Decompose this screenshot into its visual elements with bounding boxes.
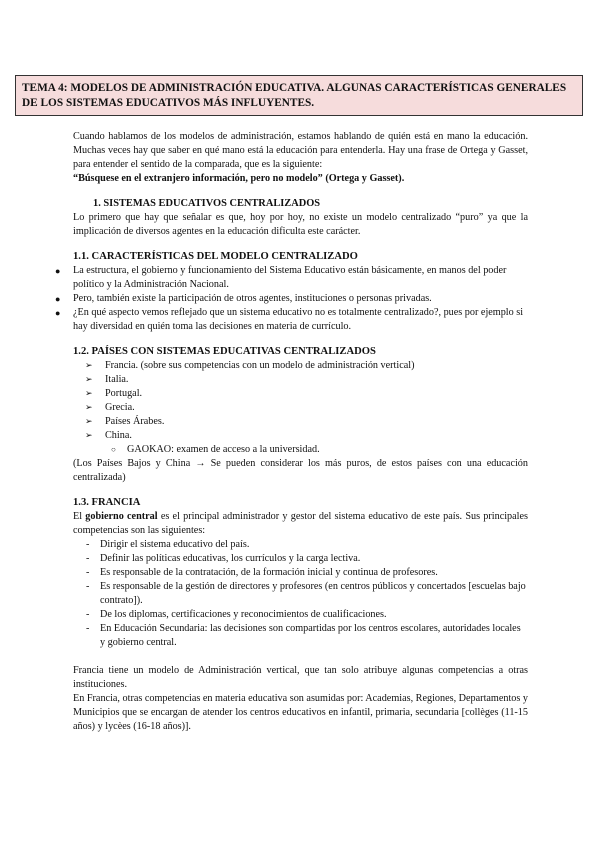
france-lead: El gobierno central es el principal administrador y gestor del sistema educativo de este país. Sus principales competencias son las siguientes: [73,511,528,536]
france-paragraph-2: En Francia, otras competencias en materia educativa son asumidas por: Academias, Regiones, Departamentos y Municipios que se encargan de atender los centros educativos en infantil, primaria, secundaria [collèges (11-15 años) y lycèes (16-18 años)]. [73,693,528,732]
arrow-bullet-icon: ➢ [85,375,93,385]
list-item: ➢ Grecia. [85,402,135,413]
bold-term: gobierno central [85,511,158,522]
list-item: ➢ Países Árabes. [85,416,165,427]
list-item: ● ¿En qué aspecto vemos reflejado que un sistema educativo no es totalmente centralizado?, pues por ejemplo si hay diversidad en quién toma las decisiones en materia de currículo. [55,307,524,332]
arrow-bullet-icon: ➢ [85,417,93,427]
circle-bullet-icon: ○ [111,445,116,454]
list-item: - En Educación Secundaria: las decisiones son compartidas por los centros escolares, autoridades locales y gobierno central. [86,623,521,648]
list-item: - De los diplomas, certificaciones y reconocimientos de cualificaciones. [86,609,387,620]
intro-quote: “Búsquese en el extranjero información, pero no modelo” (Ortega y Gasset). [73,173,405,184]
list-item: ● La estructura, el gobierno y funcionamiento del Sistema Educativo están básicamente, en manos del poder político y la Administración Nacional. [55,265,507,290]
list-item: - Es responsable de la gestión de directores y profesores (en centros públicos y concertados [escuelas bajo contrato]). [86,581,526,606]
france-paragraph-1: Francia tiene un modelo de Administración vertical, que tan solo atribuye algunas competencias a otras instituciones. [73,665,528,690]
list-item: ➢ Italia. [85,374,129,385]
document-body [55,130,528,734]
arrow-bullet-icon: ➢ [85,431,93,441]
list-item: - Dirigir el sistema educativo del país. [86,539,250,550]
intro-paragraph: Cuando hablamos de los modelos de administración, estamos hablando de quién está en mano la educación. Muchas veces hay que saber en qué mano está la educación para entenderla. Hay una frase de Ortega y Gasset, para entender el sentido de la comparada, que es la siguiente: [73,131,528,170]
list-item: ➢ Francia. (sobre sus competencias con un modelo de administración vertical) [85,360,415,371]
list-item: - Es responsable de la contratación, de la formación inicial y continua de profesores. [86,567,438,578]
arrow-bullet-icon: ➢ [85,361,93,371]
countries-list [73,359,528,443]
arrow-bullet-icon: ➢ [85,403,93,413]
document-title: TEMA 4: MODELOS DE ADMINISTRACIÓN EDUCATIVA. ALGUNAS CARACTERÍSTICAS GENERALES DE LOS SISTEMAS EDUCATIVOS MÁS INFLUYENTES. [15,75,583,116]
section-1-heading: 1. SISTEMAS EDUCATIVOS CENTRALIZADOS [93,198,321,209]
list-item: ➢ China. [85,430,132,441]
section-1-2-heading: 1.2. PAÍSES CON SISTEMAS EDUCATIVAS CENTRALIZADOS [73,346,376,357]
list-item: - Definir las políticas educativas, los currículos y la carga lectiva. [86,553,361,564]
bullet-icon: ● [55,294,61,304]
countries-note: (Los Países Bajos y China → Se pueden considerar los más puros, de estos países con una educación centralizada) [73,458,528,483]
arrow-bullet-icon: ➢ [85,389,93,399]
bullet-icon: ● [55,308,61,318]
sub-list-item: ○ GAOKAO: examen de acceso a la universidad. [111,444,320,455]
list-item: ➢ Portugal. [85,388,143,399]
characteristics-list [55,264,528,334]
section-1-3-heading: 1.3. FRANCIA [73,497,141,508]
section-1-text: Lo primero que hay que señalar es que, hoy por hoy, no existe un modelo centralizado “puro” ya que la implicación de diversos agentes en la educación dificulta este carácter. [73,212,528,237]
list-item: ● Pero, también existe la participación de otros agentes, instituciones o personas privadas. [55,293,432,304]
competencies-list [73,538,528,650]
section-1-1-heading: 1.1. CARACTERÍSTICAS DEL MODELO CENTRALIZADO [73,251,358,262]
bullet-icon: ● [55,266,61,276]
